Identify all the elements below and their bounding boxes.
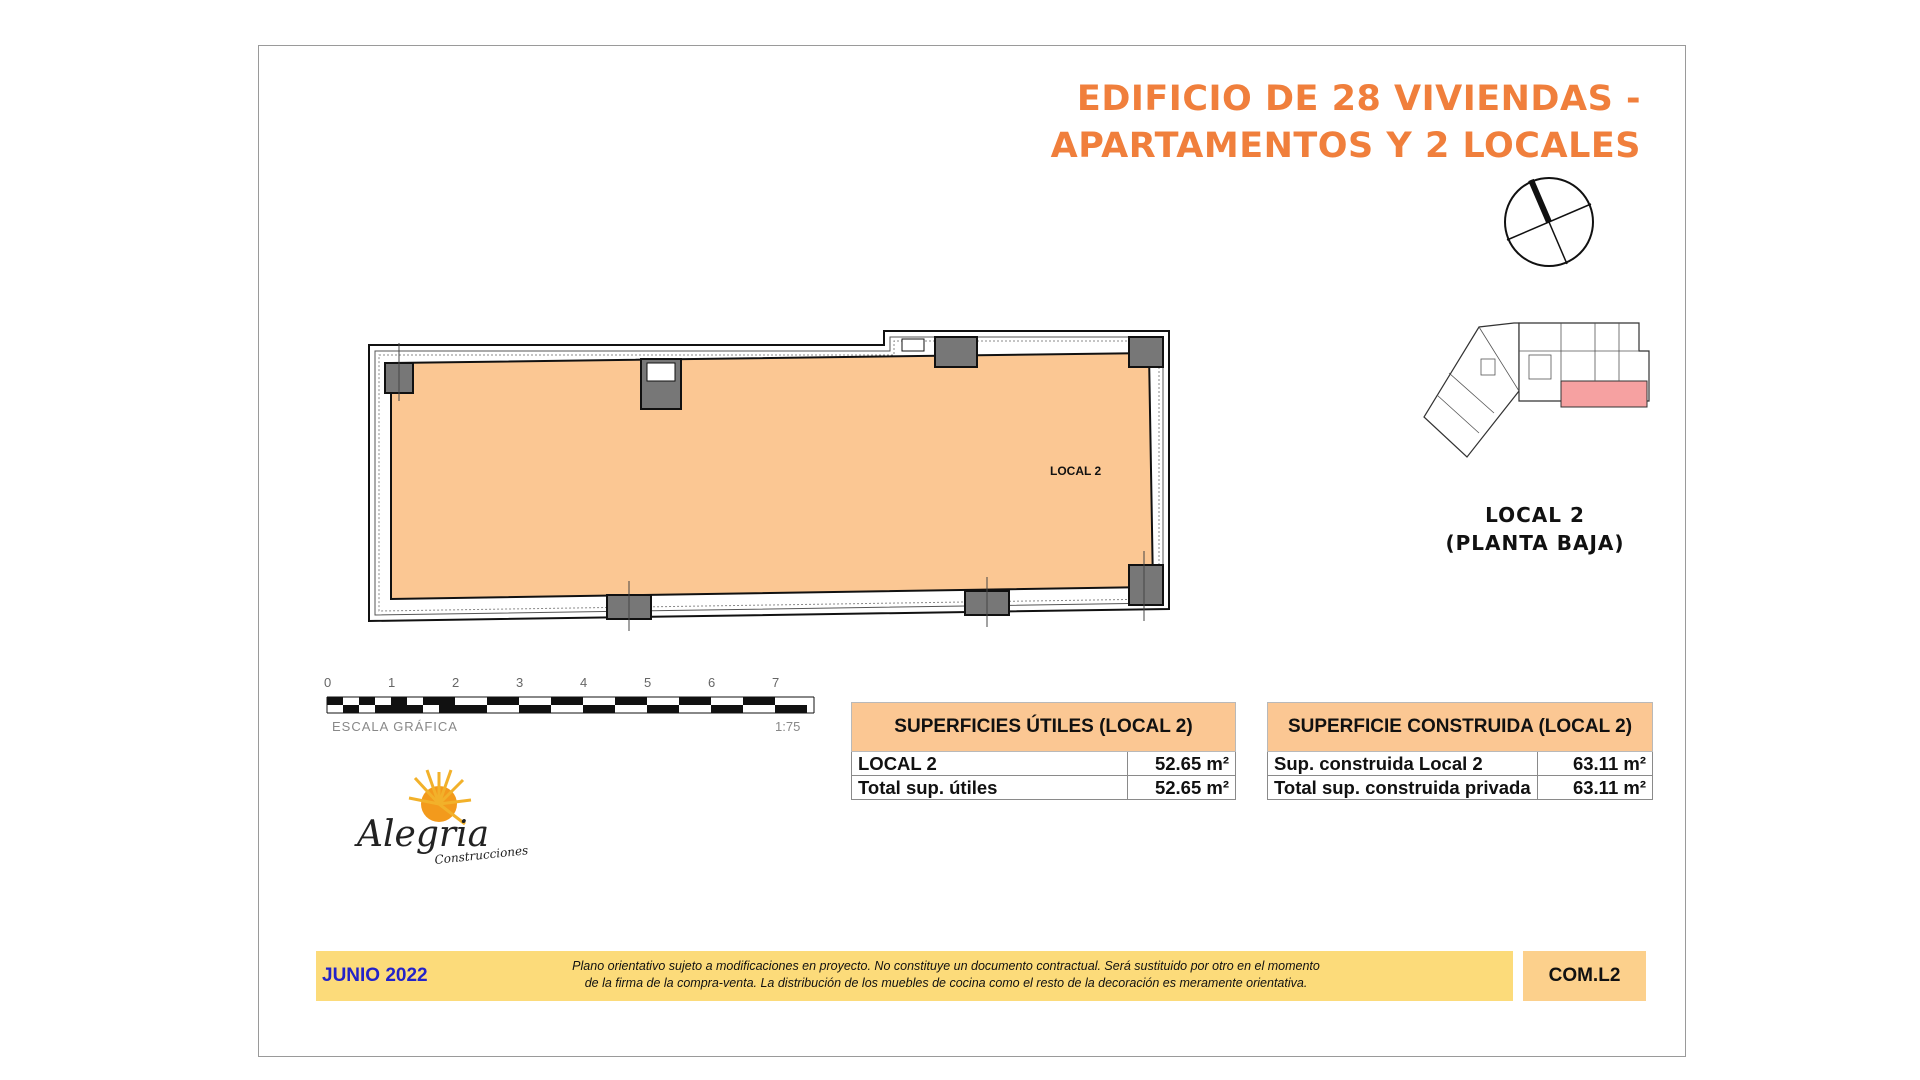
row-value: 52.65 m² <box>1128 776 1236 800</box>
row-label: Total sup. construida privada <box>1268 776 1538 800</box>
column <box>1129 565 1163 605</box>
table-row <box>852 776 1236 800</box>
logo-subtitle: Construcciones <box>433 843 529 867</box>
north-arrow-icon <box>1501 174 1597 270</box>
scale-cell <box>551 697 583 705</box>
row-label: LOCAL 2 <box>852 752 1128 776</box>
plan-code: COM.L2 <box>1523 951 1646 1001</box>
footer-bar <box>316 951 1638 1001</box>
unit-caption-line-2: (PLANTA BAJA) <box>1445 531 1625 555</box>
scale-cell <box>487 697 519 705</box>
scale-cell <box>615 697 647 705</box>
scale-cell <box>391 705 423 713</box>
scale-cell <box>327 697 343 705</box>
footer-date: JUNIO 2022 <box>322 965 428 986</box>
row-label: Total sup. útiles <box>852 776 1128 800</box>
unit-caption-line-1: LOCAL 2 <box>1485 503 1585 527</box>
table-row <box>852 752 1236 776</box>
column <box>935 337 977 367</box>
scale-cell <box>423 697 455 705</box>
floor-plan-drawing <box>369 281 1219 626</box>
built-area-table <box>1267 702 1653 800</box>
unit-caption <box>1435 501 1635 557</box>
usable-area-table <box>851 702 1236 800</box>
floor-plan-sheet <box>258 45 1686 1057</box>
scale-cell <box>455 705 487 713</box>
scale-tick-label: 3 <box>516 675 524 690</box>
scale-tick-label: 2 <box>452 675 460 690</box>
scale-cell <box>391 697 407 705</box>
footer-disclaimer-block <box>316 951 1513 1001</box>
scale-cell <box>775 705 807 713</box>
scale-cell <box>519 705 551 713</box>
document-title <box>1051 76 1641 170</box>
row-label: Sup. construida Local 2 <box>1268 752 1538 776</box>
table-row <box>1268 752 1653 776</box>
scale-label: ESCALA GRÁFICA <box>332 719 458 734</box>
footer-disclaimer <box>496 958 1396 992</box>
room-label: LOCAL 2 <box>1050 464 1102 478</box>
company-logo <box>347 764 557 884</box>
disclaimer-line-2: de la firma de la compra-venta. La distribución de los muebles de cocina como el resto de la decoración es meramente orientativa. <box>584 976 1308 990</box>
scale-tick-label: 5 <box>644 675 652 690</box>
scale-cell <box>343 705 359 713</box>
scale-tick-label: 7 <box>772 675 780 690</box>
title-line-1: EDIFICIO DE 28 VIVIENDAS - <box>1076 79 1641 119</box>
scale-cell <box>375 705 391 713</box>
disclaimer-line-1: Plano orientativo sujeto a modificaciones en proyecto. No constituye un documento contractual. Será sustituido por otro en el momento <box>572 959 1320 973</box>
scale-tick-label: 4 <box>580 675 588 690</box>
local-2-room <box>391 353 1153 599</box>
row-value: 52.65 m² <box>1128 752 1236 776</box>
scale-tick-label: 0 <box>324 675 332 690</box>
scale-cell <box>583 705 615 713</box>
row-value: 63.11 m² <box>1537 776 1652 800</box>
column <box>1129 337 1163 367</box>
graphic-scale-bar <box>324 671 827 751</box>
local-2-highlight <box>1561 381 1647 407</box>
scale-cell <box>439 705 455 713</box>
scale-cell <box>711 705 743 713</box>
key-plan-location-map <box>1419 309 1649 489</box>
scale-ratio: 1:75 <box>775 719 801 734</box>
scale-cell <box>679 697 711 705</box>
title-line-2: APARTAMENTOS Y 2 LOCALES <box>1050 126 1641 166</box>
row-value: 63.11 m² <box>1537 752 1652 776</box>
usable-area-header: SUPERFICIES ÚTILES (LOCAL 2) <box>852 703 1236 752</box>
scale-tick-label: 6 <box>708 675 716 690</box>
table-row <box>1268 776 1653 800</box>
logo-name: Alegria <box>357 814 490 855</box>
scale-tick-label: 1 <box>388 675 396 690</box>
built-area-header: SUPERFICIE CONSTRUIDA (LOCAL 2) <box>1268 703 1653 752</box>
scale-cell <box>743 697 775 705</box>
scale-cell <box>359 697 375 705</box>
scale-cell <box>647 705 679 713</box>
